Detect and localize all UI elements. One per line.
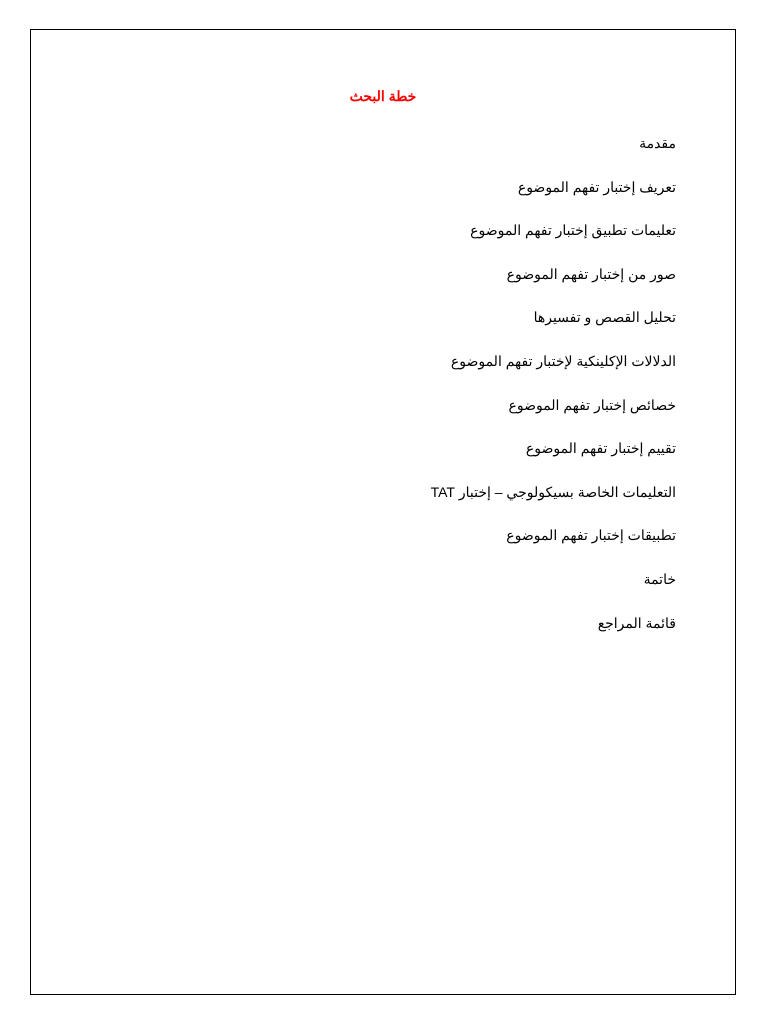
outline-item: قائمة المراجع bbox=[597, 614, 676, 631]
outline-item: خاتمة bbox=[643, 570, 676, 587]
outline-item: تعريف إختبار تفهم الموضوع bbox=[517, 178, 676, 195]
outline-list bbox=[431, 134, 676, 657]
outline-item: صور من إختبار تفهم الموضوع bbox=[506, 265, 676, 282]
outline-item: تقييم إختبار تفهم الموضوع bbox=[525, 440, 676, 457]
document-title: خطة البحث bbox=[349, 88, 417, 104]
document-page bbox=[30, 29, 736, 995]
outline-item: تعليمات تطبيق إختبار تفهم الموضوع bbox=[470, 222, 676, 239]
outline-item: تحليل القصص و تفسيرها bbox=[533, 309, 676, 326]
outline-item: الدلالات الإكلينكية لإختبار تفهم الموضوع bbox=[450, 352, 676, 369]
outline-item: التعليمات الخاصة بسيكولوجي – إختبار TAT bbox=[430, 483, 676, 500]
outline-item: تطبيقات إختبار تفهم الموضوع bbox=[506, 527, 676, 544]
outline-item: خصائص إختبار تفهم الموضوع bbox=[508, 396, 676, 413]
outline-item: مقدمة bbox=[639, 135, 676, 151]
